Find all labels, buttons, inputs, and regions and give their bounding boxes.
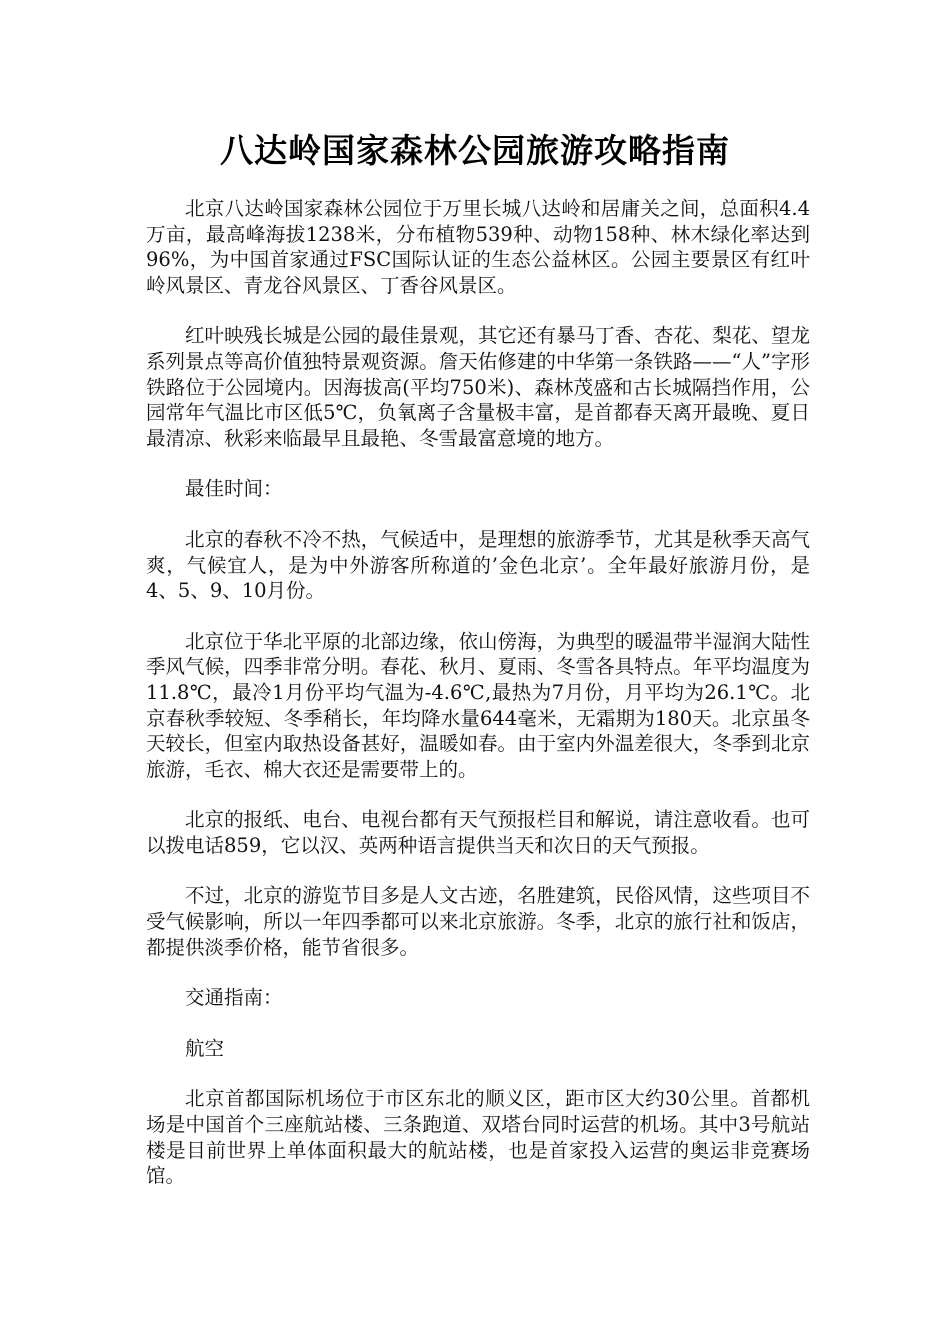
paragraph-capital-airport: 北京首都国际机场位于市区东北的顺义区，距市区大约30公里。首都机场是中国首个三座航站楼、三条跑道、双塔台同时运营的机场。其中3号航站楼是目前世界上单体面积最大的航站楼，也是首家投入运营的奥运非竞赛场馆。	[146, 1087, 810, 1188]
paragraph-landscape: 红叶映残长城是公园的最佳景观，其它还有暴马丁香、杏花、梨花、望龙系列景点等高价值独特景观资源。詹天佑修建的中华第一条铁路——“人”字形铁路位于公园境内。因海拔高(平均750米)、森林茂盛和古长城隔挡作用，公园常年气温比市区低5℃，负氧离子含量极丰富，是首都春天离开最晚、夏日最清凉、秋彩来临最早且最艳、冬雪最富意境的地方。	[146, 324, 810, 450]
heading-aviation: 航空	[185, 1036, 225, 1060]
document-body	[146, 196, 810, 1214]
paragraph-weather-forecast: 北京的报纸、电台、电视台都有天气预报栏目和解说，请注意收看。也可以拨电话859，它以汉、英两种语言提供当天和次日的天气预报。	[146, 808, 810, 857]
heading-transport-guide: 交通指南：	[185, 986, 283, 1010]
paragraph-year-round-travel: 不过，北京的游览节目多是人文古迹，名胜建筑，民俗风情，这些项目不受气候影响，所以一年四季都可以来北京旅游。冬季，北京的旅行社和饭店，都提供淡季价格，能节省很多。	[146, 884, 810, 959]
heading-best-time: 最佳时间：	[185, 477, 283, 501]
paragraph-climate: 北京位于华北平原的北部边缘，依山傍海，为典型的暖温带半湿润大陆性季风气候，四季非常分明。春花、秋月、夏雨、冬雪各具特点。年平均温度为11.8℃，最冷1月份平均气温为-4.6℃,最热为7月份，月平均为26.1℃。北京春秋季较短、冬季稍长，年均降水量644毫米，无霜期为180天。北京虽冬天较长，但室内取热设备甚好，温暖如春。由于室内外温差很大，冬季到北京旅游，毛衣、棉大衣还是需要带上的。	[146, 629, 810, 781]
document-title: 八达岭国家森林公园旅游攻略指南	[220, 131, 730, 170]
paragraph-best-season: 北京的春秋不冷不热，气候适中，是理想的旅游季节，尤其是秋季天高气爽，气候宜人，是为中外游客所称道的’金色北京’。全年最好旅游月份，是4、5、9、10月份。	[146, 527, 810, 603]
paragraph-park-overview: 北京八达岭国家森林公园位于万里长城八达岭和居庸关之间，总面积4.4万亩，最高峰海拔1238米，分布植物539种、动物158种、林木绿化率达到96%，为中国首家通过FSC国际认证的生态公益林区。公园主要景区有红叶岭风景区、青龙谷风景区、丁香谷风景区。	[146, 197, 810, 297]
